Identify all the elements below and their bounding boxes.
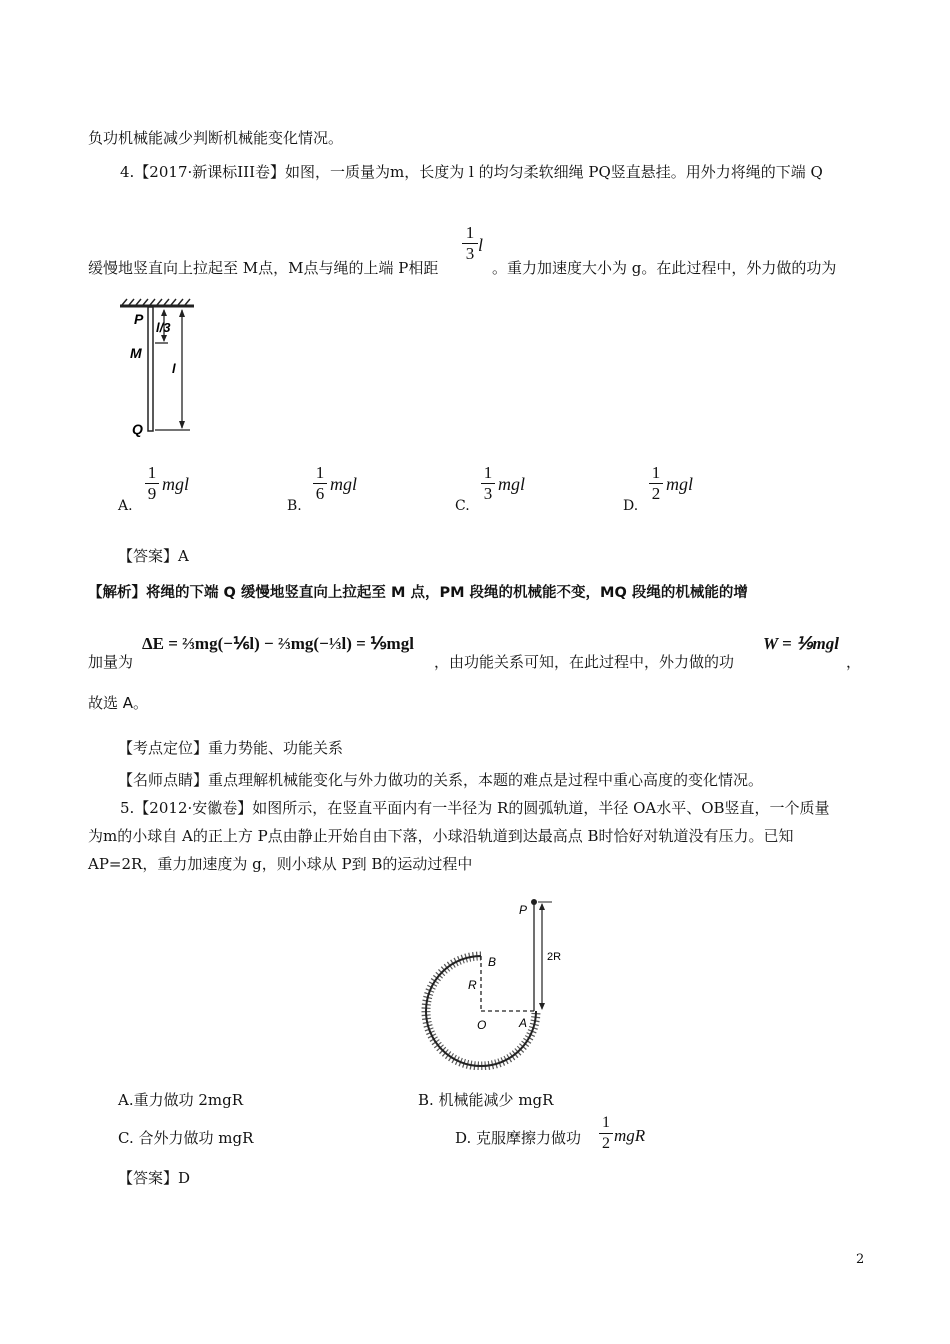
option-letter: A. <box>118 498 133 514</box>
q4-analysis-end: ， <box>846 653 862 671</box>
frac-den: 2 <box>651 484 661 503</box>
frac-num: 1 <box>483 463 493 482</box>
frac-den: 6 <box>315 484 325 503</box>
frac-num: 1 <box>651 463 661 482</box>
q4-analysis-mid: ，由功能关系可知，在此过程中，外力做的功 <box>434 653 735 671</box>
label-Q: Q <box>132 421 143 437</box>
page-number: 2 <box>856 1252 865 1267</box>
label-P: P <box>134 311 144 327</box>
label-2R: 2R <box>547 951 562 963</box>
q4-stem-line1: 4.【2017·新课标III卷】如图，一质量为m，长度为 l 的均匀柔软细绳 PQ竖直悬挂。用外力将绳的下端 Q <box>120 163 823 181</box>
option-fraction <box>599 1114 613 1153</box>
q5-stem-line1: 5.【2012·安徽卷】如图所示，在竖直平面内有一半径为 R的圆弧轨道，半径 OA水平、OB竖直，一个质量 <box>120 799 830 817</box>
q4-stem-fraction <box>462 224 478 263</box>
option-letter: C. <box>455 498 470 514</box>
q5-option-b[interactable]: B. 机械能减少 mgR <box>418 1091 554 1109</box>
option-tail: mgl <box>162 474 189 494</box>
label-R: R <box>468 978 477 992</box>
option-fraction <box>649 464 663 503</box>
option-fraction <box>145 464 159 503</box>
label-B: B <box>488 955 497 969</box>
label-l3: l/3 <box>156 320 171 335</box>
frac-den: 9 <box>147 484 157 503</box>
option-text: D. 克服摩擦力做功 <box>455 1129 582 1147</box>
frac-den: 2 <box>602 1135 610 1152</box>
q4-stem-frac-var: l <box>478 235 484 255</box>
q4-stem-line2-post: 。重力加速度大小为 g。在此过程中，外力做的功为 <box>492 259 837 277</box>
q4-work-formula: W = ⅑mgl <box>763 634 839 653</box>
label-M: M <box>130 345 142 361</box>
q4-analysis-line3: 故选 A。 <box>88 694 149 712</box>
q4-energy-formula: ΔE = ⅔mg(−⅙l) − ⅔mg(−⅓l) = ⅑mgl <box>142 634 414 653</box>
frac-num: 1 <box>602 1114 610 1131</box>
q4-teacher-tip: 【名师点睛】重点理解机械能变化与外力做功的关系，本题的难点是过程中重心高度的变化情况。 <box>118 771 764 789</box>
option-tail: mgl <box>330 474 357 494</box>
q5-option-c[interactable]: C. 合外力做功 mgR <box>118 1129 254 1147</box>
q4-analysis-line1: 【解析】将绳的下端 Q 缓慢地竖直向上拉起至 M 点，PM 段绳的机械能不变，MQ 段绳的机械能的增 <box>88 585 748 601</box>
label-l: l <box>172 361 176 376</box>
q4-rope-figure <box>110 296 200 438</box>
label-A: A <box>519 1016 528 1030</box>
q5-track-figure <box>412 892 572 1070</box>
frac-den: 3 <box>483 484 493 503</box>
q4-answer: 【答案】A <box>118 547 189 565</box>
frac-den: 3 <box>465 244 475 263</box>
option-tail: mgR <box>614 1126 646 1145</box>
q5-stem-line3: AP=2R，重力加速度为 g，则小球从 P到 B的运动过程中 <box>88 855 473 873</box>
option-letter: B. <box>287 498 302 514</box>
label-P: P <box>519 903 528 917</box>
option-fraction <box>313 464 327 503</box>
q4-stem-line2-pre: 缓慢地竖直向上拉起至 M点，M点与绳的上端 P相距 <box>88 259 439 277</box>
frac-num: 1 <box>465 223 475 242</box>
q5-stem-line2: 为m的小球自 A的正上方 P点由静止开始自由下落，小球沿轨道到达最高点 B时恰好对轨道没有压力。已知 <box>88 827 794 845</box>
q4-analysis-pre: 加量为 <box>88 653 134 671</box>
q4-knowledge-point: 【考点定位】重力势能、功能关系 <box>118 739 344 757</box>
frac-num: 1 <box>147 463 157 482</box>
option-fraction <box>481 464 495 503</box>
label-O: O <box>477 1018 487 1032</box>
option-letter: D. <box>623 498 639 514</box>
option-tail: mgl <box>498 474 525 494</box>
frac-num: 1 <box>315 463 325 482</box>
option-tail: mgl <box>666 474 693 494</box>
frac-bar <box>599 1133 613 1134</box>
q5-option-a[interactable]: A.重力做功 2mgR <box>118 1091 244 1109</box>
intro-line: 负功机械能减少判断机械能变化情况。 <box>88 129 344 147</box>
q5-answer: 【答案】D <box>118 1169 191 1187</box>
